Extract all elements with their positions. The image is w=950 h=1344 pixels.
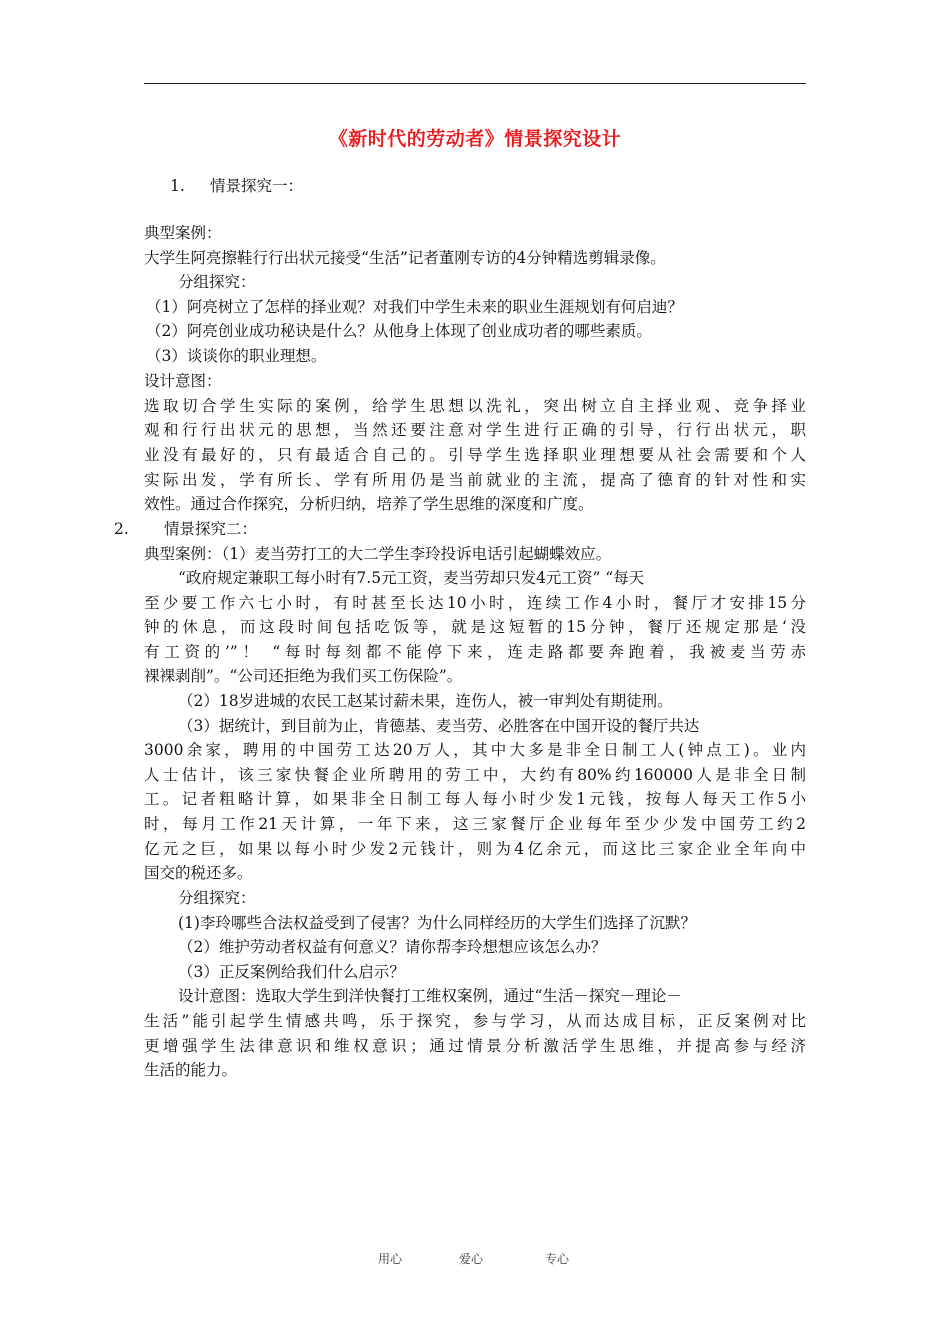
section2-intent-line: 更增强学生法律意识和维权意识；通过情景分析激活学生思维，并提高参与经济: [144, 1037, 806, 1055]
section1-case-text: 大学生阿亮擦鞋行行出状元接受“生活”记者董刚专访的4分钟精选剪辑录像。: [144, 249, 666, 267]
section1-case-label: 典型案例：: [144, 224, 222, 242]
section2-case2: （2）18岁进城的农民工赵某讨薪未果，连伤人，被一审判处有期徒刑。: [178, 692, 673, 710]
section1-group-label: 分组探究：: [178, 273, 256, 291]
section2-question-2: （2）维护劳动者权益有何意义？请你帮李玲想想应该怎么办？: [178, 938, 607, 956]
section2-quote-line: 钟的休息，而这段时间包括吃饭等，就是这短暂的15分钟，餐厅还规定那是‘没: [144, 618, 806, 636]
section1-intent-line: 选取切合学生实际的案例，给学生思想以洗礼，突出树立自主择业观、竞争择业: [144, 397, 806, 415]
section2-case3-line: 工。记者粗略计算，如果非全日制工每人每小时少发1元钱，按每人每天工作5小: [144, 790, 806, 808]
section1-intent-line: 观和行行出状元的思想，当然还要注意对学生进行正确的引导，行行出状元，职: [144, 421, 806, 439]
section2-heading-text: 情景探究二：: [164, 520, 258, 538]
section2-case3-line: 时，每月工作21天计算，一年下来，这三家餐厅企业每年至少少发中国劳工约2: [144, 815, 806, 833]
section2-heading-number: 2.: [114, 520, 129, 538]
section2-intent-line: 设计意图：选取大学生到洋快餐打工维权案例，通过“生活－探究－理论－: [178, 987, 682, 1005]
section2-quote-line: 有工资的’”！ “每时每刻都不能停下来，连走路都要奔跑着，我被麦当劳赤: [144, 643, 806, 661]
section2-case3-line: 3000余家，聘用的中国劳工达20万人，其中大多是非全日制工人(钟点工)。业内: [144, 741, 806, 759]
section1-intent-label: 设计意图：: [144, 372, 222, 390]
section2-question-3: （3）正反案例给我们什么启示？: [178, 963, 405, 981]
section1-intent-line: 业没有最好的，只有最适合自己的。引导学生选择职业理想要从社会需要和个人: [144, 446, 806, 464]
section1-intent-line: 实际出发，学有所长、学有所用仍是当前就业的主流，提高了德育的针对性和实: [144, 471, 806, 489]
section1-question-1: （1）阿亮树立了怎样的择业观？对我们中学生未来的职业生涯规划有何启迪？: [146, 298, 683, 316]
section1-intent-line: 效性。通过合作探究，分析归纳，培养了学生思维的深度和广度。: [144, 495, 594, 513]
header-rule: [144, 83, 806, 84]
section2-quote-line: 裸裸剥削”。“公司还拒绝为我们买工伤保险”。: [144, 667, 463, 685]
section1-heading-number: 1.: [170, 177, 185, 195]
section1-question-3: （3）谈谈你的职业理想。: [146, 347, 327, 365]
section2-quote-line: “政府规定兼职工每小时有7.5元工资，麦当劳却只发4元工资” “每天: [178, 569, 645, 587]
section2-case3-line: （3）据统计，到目前为止，肯德基、麦当劳、必胜客在中国开设的餐厅共达: [178, 717, 700, 735]
section2-intent-line: 生活的能力。: [144, 1061, 238, 1079]
footer-middle: 爱心: [459, 1252, 484, 1266]
section2-group-label: 分组探究：: [178, 889, 256, 907]
section2-case-line: 典型案例：（1）麦当劳打工的大二学生李玲投诉电话引起蝴蝶效应。: [144, 545, 612, 563]
section2-quote-line: 至少要工作六七小时，有时甚至长达10小时，连续工作4小时，餐厅才安排15分: [144, 594, 806, 612]
section2-case3-line: 亿元之巨，如果以每小时少发2元钱计，则为4亿余元，而这比三家企业全年向中: [144, 840, 806, 858]
footer-right: 专心: [545, 1252, 570, 1266]
document-title: 《新时代的劳动者》情景探究设计: [328, 128, 622, 150]
section2-case3-line: 国交的税还多。: [144, 864, 253, 882]
footer-left: 用心: [378, 1252, 403, 1266]
section2-intent-line: 生活”能引起学生情感共鸣，乐于探究，参与学习，从而达成目标，正反案例对比: [144, 1012, 806, 1030]
section1-heading-text: 情景探究一：: [210, 177, 304, 195]
section1-question-2: （2）阿亮创业成功秘诀是什么？从他身上体现了创业成功者的哪些素质。: [146, 322, 652, 340]
section2-question-1: (1)李玲哪些合法权益受到了侵害？为什么同样经历的大学生们选择了沉默？: [178, 914, 696, 932]
section2-case3-line: 人士估计，该三家快餐企业所聘用的劳工中，大约有80%约160000人是非全日制: [144, 766, 806, 784]
